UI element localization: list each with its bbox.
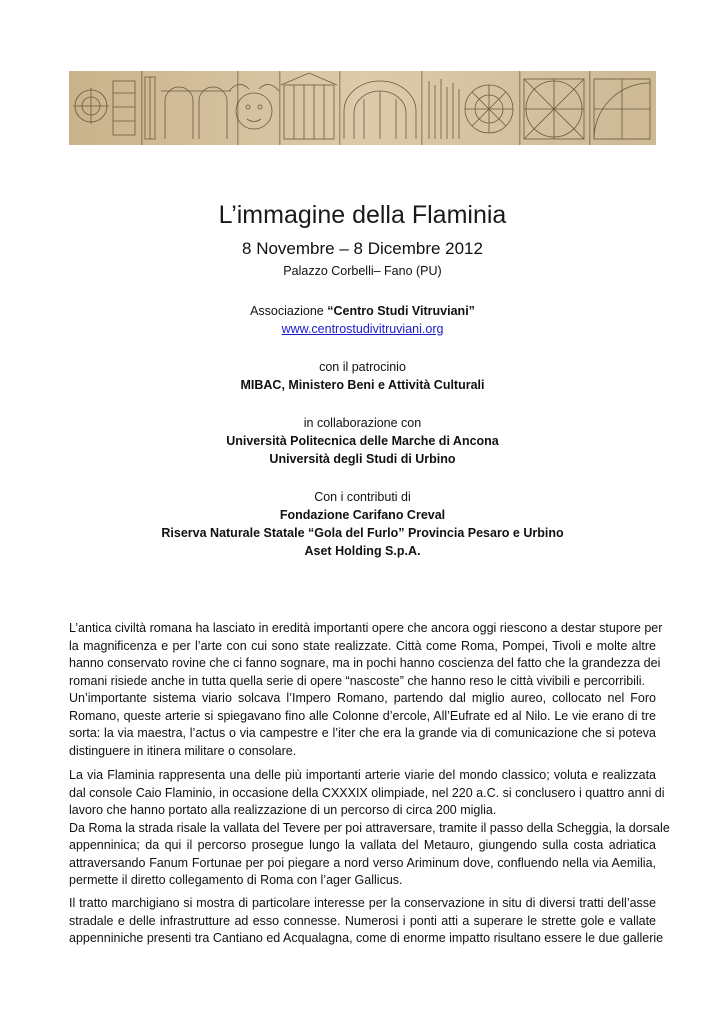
patronage-name — [0, 376, 725, 394]
contributor-2-text: Riserva Naturale Statale “Gola del Furlo” Provincia Pesaro e Urbino — [161, 526, 564, 540]
collaborator-2-text: Università degli Studi di Urbino — [269, 452, 456, 466]
exhibition-title: L’immagine della Flaminia — [218, 201, 507, 229]
organizer-name: “Centro Studi Vitruviani” — [327, 304, 475, 318]
paragraph-line: appenninica; da qui il percorso prosegue lungo la vallata del Metauro, giungendo sulla costa adriatica — [69, 838, 656, 852]
contributor-1-text: Fondazione Carifano Creval — [279, 508, 446, 522]
paragraph-line: romani risiede anche in tutta quella serie di opere “nascoste” che hanno reso le città vivibili e percorribili. — [69, 673, 645, 688]
collaborator-1-text: Università Politecnica delle Marche di Ancona — [226, 434, 499, 448]
contributor-3 — [0, 542, 725, 560]
paragraph-line: permette il diretto collegamento di Roma con l’ager Gallicus. — [69, 873, 403, 887]
organizer-line — [0, 302, 725, 320]
paragraph-line: sorta: la via maestra, l’actus o via campestre e l’iter che era la grande via di comunicazione che si poteva — [69, 726, 656, 740]
paragraph-line: L’antica civiltà romana ha lasciato in eredità importanti opere che ancora oggi riescono a destar stupore per — [69, 621, 663, 635]
venue: Palazzo Corbelli– Fano (PU) — [283, 264, 442, 278]
paragraph-line: attraversando Fanum Fortunae per poi piegare a nord verso Ariminum dove, confluendo nella via Aemilia, — [69, 855, 656, 870]
paragraph-line: hanno conservato rovine che ci fanno sognare, ma in pochi hanno coscienza del fatto che la grandezza dei — [69, 656, 661, 670]
header-banner-image — [69, 71, 656, 145]
contributors-label: Con i contributi di — [314, 490, 411, 504]
paragraph-line: La via Flaminia rappresenta una delle più importanti arterie viarie del mondo classico; voluta e realizzata — [69, 768, 656, 782]
body-paragraph-2 — [69, 767, 670, 890]
paragraph-line: stradale e delle infrastrutture ad esso connesse. Numerosi i ponti atti a superare le strette gole e vallate — [69, 913, 656, 928]
paragraph-line: Un’importante sistema viario solcava l’Impero Romano, partendo dal miglio aureo, collocato nel Foro — [69, 691, 656, 705]
paragraph-line: lavoro che hanno portato alla realizzazione di un percorso di circa 200 miglia. — [69, 803, 497, 817]
paragraph-line: distinguere in itinera militare o consolare. — [69, 743, 297, 758]
collaborator-1 — [0, 432, 725, 450]
paragraph-line: Da Roma la strada risale la vallata del Tevere per poi attraversare, tramite il passo della Scheggia, la dorsale — [69, 820, 670, 835]
paragraph-line: dal console Caio Flaminio, in occasione della CXXXIX olimpiade, nel 220 a.C. si conclusero i quattro anni di — [69, 785, 665, 800]
collaborator-2 — [0, 450, 725, 468]
collaboration-label: in collaborazione con — [303, 416, 422, 430]
patronage-name-text: MIBAC, Ministero Beni e Attività Culturali — [240, 378, 485, 392]
paragraph-line: appenniniche presenti tra Cantiano ed Acqualagna, come di enorme impatto risultano essere le due gallerie — [69, 931, 664, 945]
body-paragraph-1 — [69, 620, 663, 760]
contributor-1 — [0, 506, 725, 524]
paragraph-line: Romano, queste arterie si spiegavano fino alle Colonne d’ercole, All’Eufrate ed al Nilo. Le vie erano di tre — [69, 708, 656, 723]
organizer-website-link[interactable]: www.centrostudivitruviani.org — [281, 322, 444, 336]
contributor-3-text: Aset Holding S.p.A. — [304, 544, 421, 558]
patronage-label: con il patrocinio — [319, 360, 406, 374]
contributor-2 — [0, 524, 725, 542]
organizer-website-row — [0, 320, 725, 338]
paragraph-line: la magnificenza e per l’arte con cui sono state realizzate. Città come Roma, Pompei, Tivoli e molte altre — [69, 638, 656, 653]
vitruvian-engravings-image — [69, 71, 656, 145]
organizer-label: Associazione — [250, 304, 324, 318]
exhibition-dates: 8 Novembre – 8 Dicembre 2012 — [242, 239, 483, 258]
body-paragraph-3 — [69, 895, 664, 948]
paragraph-line: Il tratto marchigiano si mostra di particolare interesse per la conservazione in situ di diversi tratti dell’asse — [69, 896, 656, 910]
